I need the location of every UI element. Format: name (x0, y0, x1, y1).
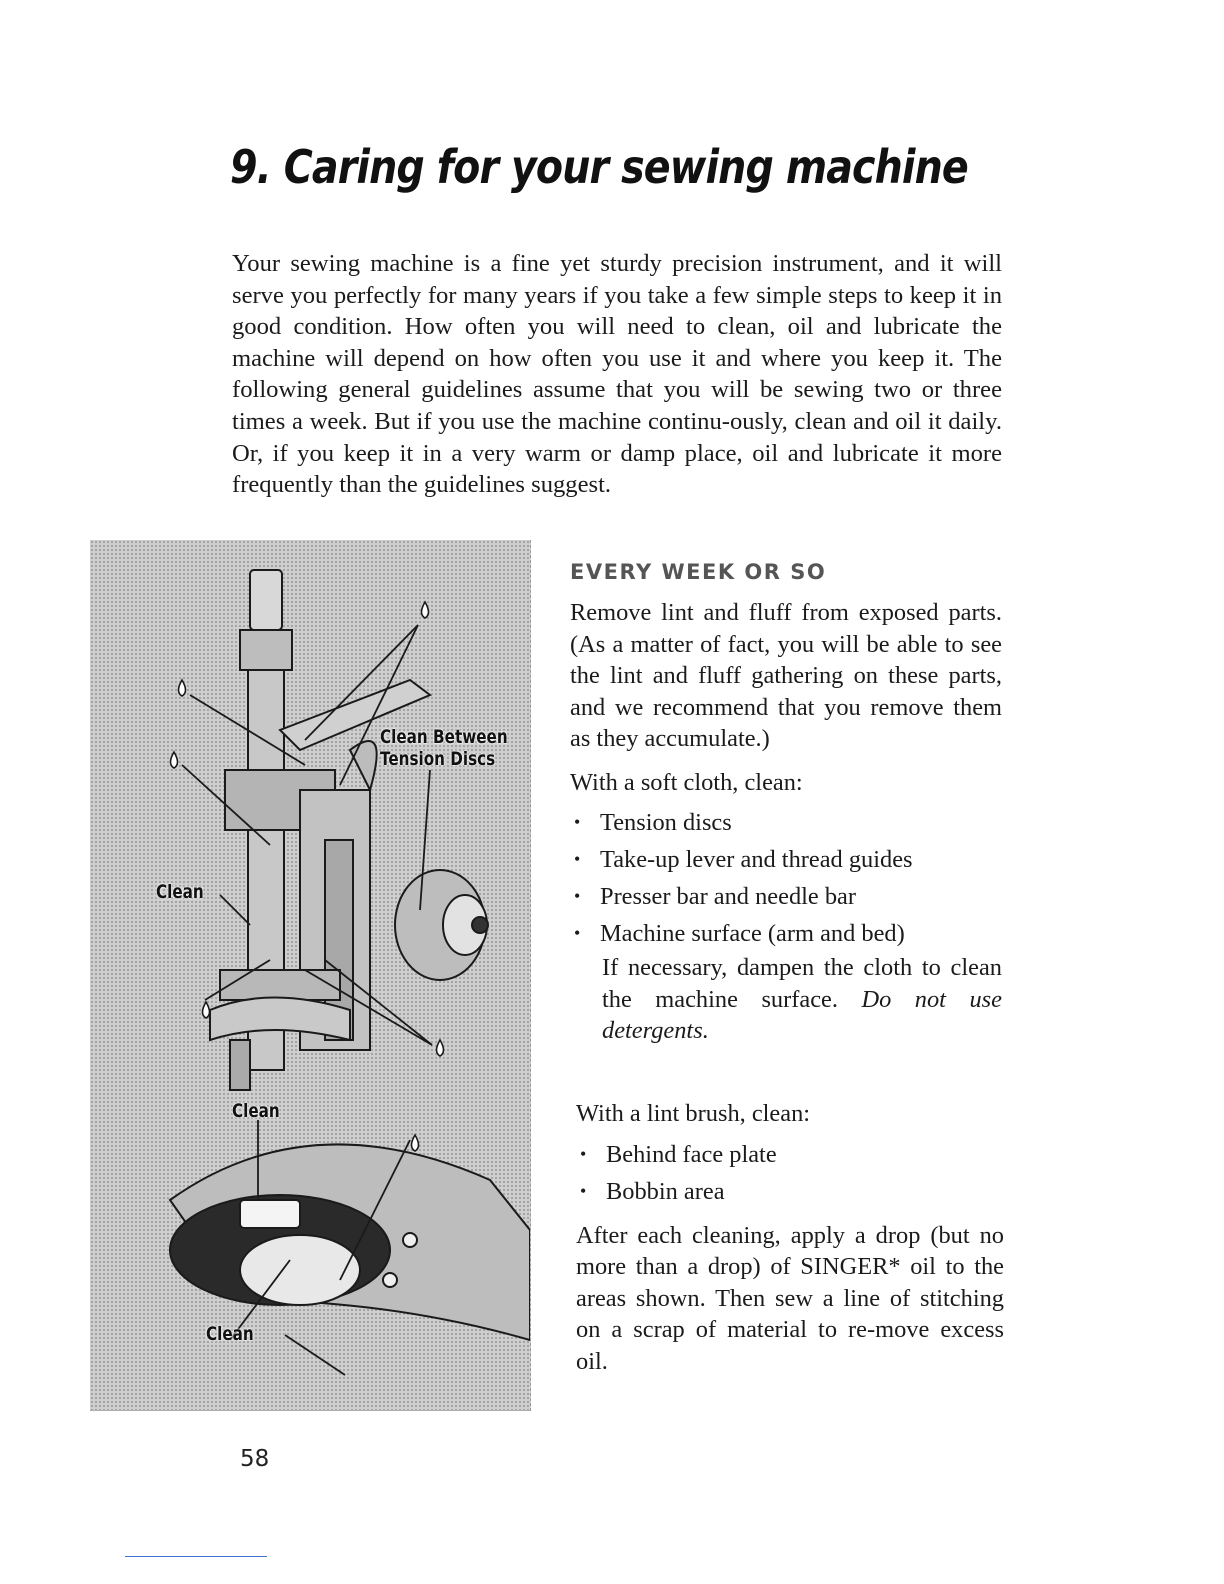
note-emphasis: Do not use detergents. (602, 985, 1002, 1044)
label-clean-between: Clean Between (380, 726, 508, 748)
note-text: If necessary, dampen the cloth to clean the machine surface. (602, 954, 1002, 1013)
label-tension-discs: Tension Discs (380, 748, 496, 770)
page-title: 9. Caring for your sewing machine (230, 140, 968, 194)
bar-cap (240, 630, 292, 670)
cloth-list (570, 804, 1002, 952)
brush-list (576, 1136, 1004, 1210)
section-body-2 (576, 1098, 1004, 1377)
section-paragraph: Remove lint and fluff from exposed parts. (As a matter of fact, you will be able to see the lint and fluff gathering on these parts, and we recommend that you remove them as they accumulate.) (570, 599, 1002, 752)
bobbin-case (240, 1235, 360, 1305)
thread-spool-pin (250, 570, 282, 630)
list-item: • Presser bar and needle bar (570, 878, 1002, 915)
section-heading: EVERY WEEK OR SO (570, 560, 827, 584)
list-item: • Take-up lever and thread guides (570, 841, 1002, 878)
machine-illustration (90, 540, 531, 1411)
presser-foot-bracket (220, 970, 340, 1000)
machine-drawing (90, 540, 530, 1410)
screw-1 (403, 1233, 417, 1247)
label-clean-bobbin: Clean (232, 1100, 280, 1122)
foot-shank (230, 1040, 250, 1090)
screw-2 (383, 1273, 397, 1287)
cloth-note (570, 952, 1002, 1047)
closing-paragraph: After each cleaning, apply a drop (but no more than a drop) of SINGER* oil to the areas shown. Then sew a line of stitching on a scrap of material to re-move excess oil. (576, 1221, 1004, 1375)
section-body (570, 597, 1002, 1047)
brush-intro: With a lint brush, clean: (576, 1100, 811, 1127)
footer-rule (125, 1556, 267, 1557)
label-clean-upper: Clean (156, 881, 204, 903)
list-item: • Tension discs (570, 804, 1002, 841)
list-item: • Behind face plate (576, 1136, 1004, 1173)
cloth-intro: With a soft cloth, clean: (570, 768, 803, 796)
list-item: • Machine surface (arm and bed) (570, 915, 1002, 952)
thread-guide (350, 741, 377, 790)
intro-paragraph: Your sewing machine is a fine yet sturdy precision instrument, and it will serve you perfectly for many years if you take a few simple steps to keep it in good condition. How often you will need to clean, oil and lubricate the machine will depend on how often you use it and where you keep it. The following general guidelines assume that you will be sewing two or three times a week. But if you use the machine continu-ously, clean and oil it daily. Or, if you keep it in a very warm or damp place, oil and lubricate it more frequently than the guidelines suggest. (232, 250, 1002, 499)
feed-dogs (240, 1200, 300, 1228)
page-number: 58 (240, 1446, 270, 1472)
label-clean-lower: Clean (206, 1323, 254, 1345)
list-item: • Bobbin area (576, 1173, 1004, 1210)
tension-knob-center (472, 917, 488, 933)
